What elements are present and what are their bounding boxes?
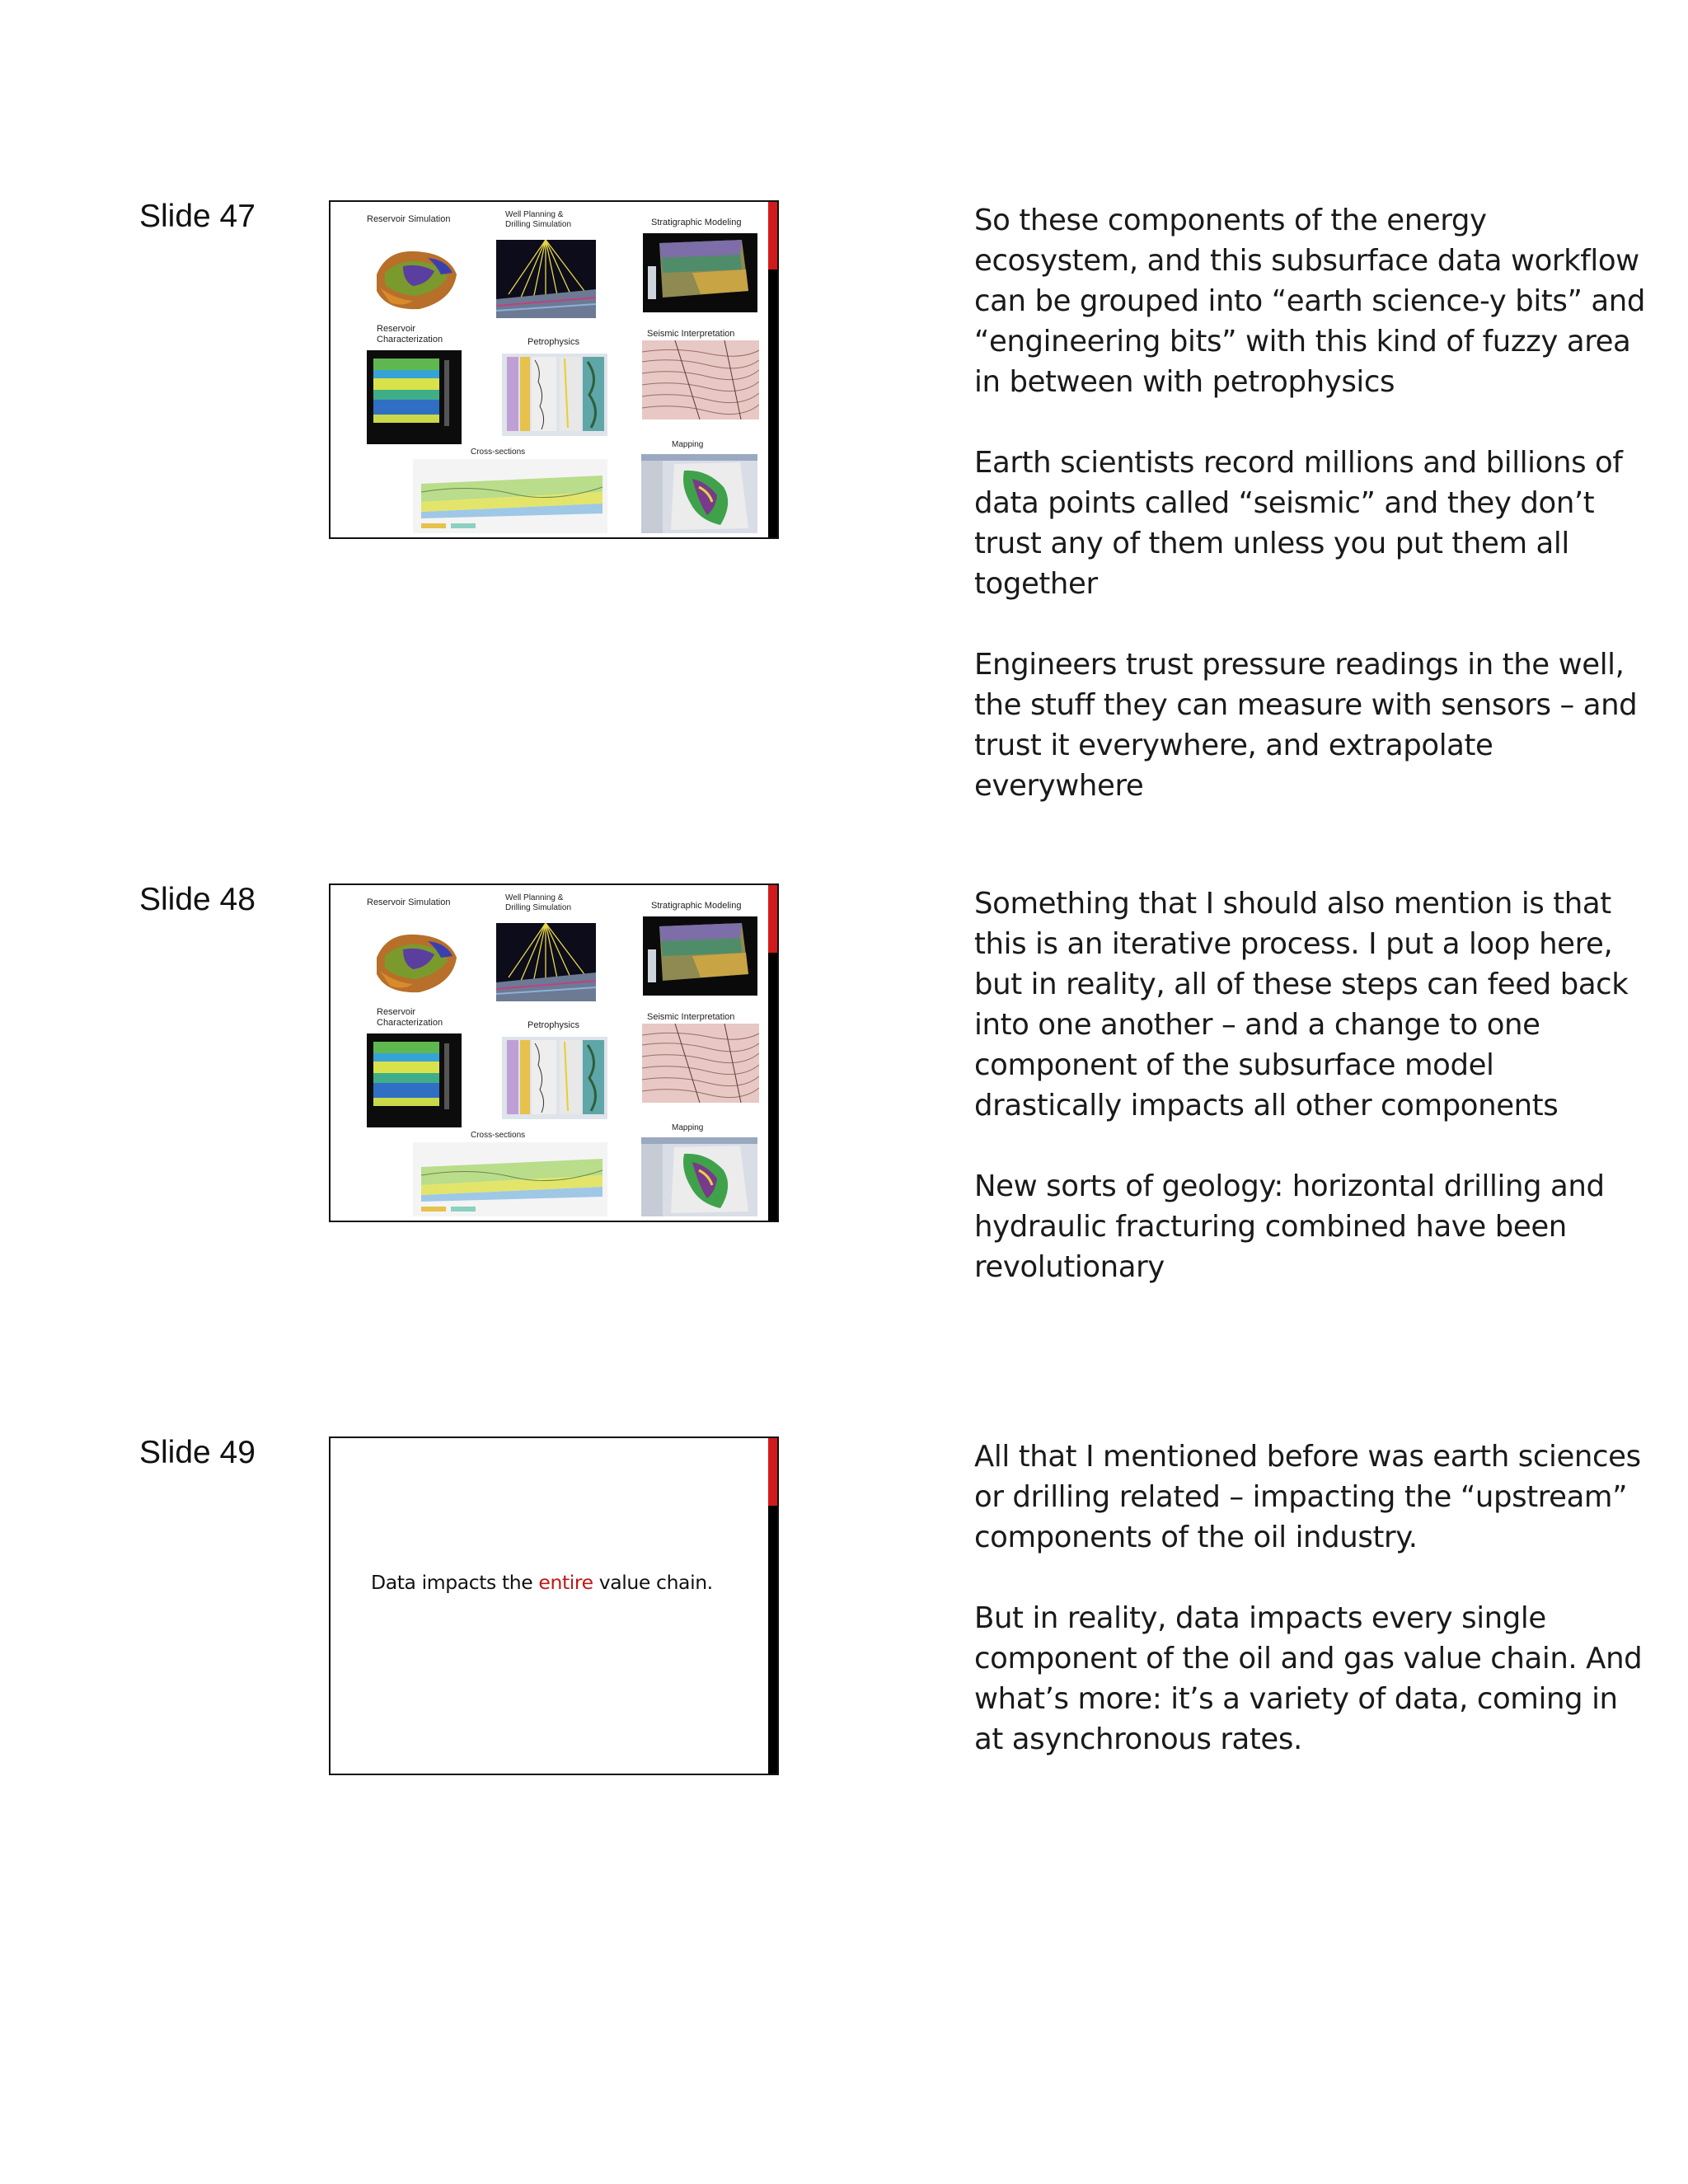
slide-side-bar-accent xyxy=(768,1438,777,1506)
stratigraphic-modeling-label: Stratigraphic Modeling xyxy=(651,901,742,911)
speaker-notes xyxy=(974,883,1650,1287)
mapping-image xyxy=(641,454,757,533)
cross-section-image xyxy=(413,1142,607,1216)
speaker-notes xyxy=(974,200,1650,806)
notes-paragraph: So these components of the energy ecosystem, and this subsurface data workflow can be grouped into “earth science-y bits” and “engineering bits” with this kind of fuzzy area in between with petrophysics xyxy=(974,204,1645,399)
slide-thumbnail[interactable] xyxy=(329,200,779,539)
stratigraphic-model-image xyxy=(643,233,757,312)
well-planning-label xyxy=(505,210,571,229)
notes-paragraph: But in reality, data impacts every single component of the oil and gas value chain. And what’s more: it’s a variety of data, coming in at asynchronous rates. xyxy=(974,1601,1643,1756)
mapping-label: Mapping xyxy=(672,440,704,449)
seismic-interpretation-image xyxy=(642,340,759,419)
characterization-line: Characterization xyxy=(377,334,443,344)
petrophysics-label: Petrophysics xyxy=(528,337,579,347)
reservoir-characterization-image xyxy=(367,1033,462,1127)
reservoir-simulation-label: Reservoir Simulation xyxy=(367,898,451,907)
well-planning-label xyxy=(505,893,571,912)
well-planning-line2: Drilling Simulation xyxy=(505,219,572,229)
characterization-line: Characterization xyxy=(377,1017,443,1028)
slide-label: Slide 48 xyxy=(139,882,256,917)
slide-48-row xyxy=(0,882,1688,1284)
well-planning-line1: Well Planning & xyxy=(505,210,564,219)
mapping-image xyxy=(641,1137,757,1216)
petrophysics-image xyxy=(502,354,607,436)
speaker-notes xyxy=(974,1436,1650,1760)
reservoir-line: Reservoir xyxy=(377,324,416,334)
reservoir-simulation-label: Reservoir Simulation xyxy=(367,214,451,224)
notes-paragraph: All that I mentioned before was earth sciences or drilling related – impacting the “upstream” components of the oil industry. xyxy=(974,1440,1641,1554)
slide-side-bar-accent xyxy=(768,202,777,269)
headline-accent-text: entire xyxy=(538,1571,593,1594)
slide-label: Slide 47 xyxy=(139,199,256,234)
reservoir-characterization-label xyxy=(377,324,443,344)
reservoir-line: Reservoir xyxy=(377,1007,416,1017)
slide-headline xyxy=(371,1571,713,1594)
slide-side-bar-accent xyxy=(768,885,777,953)
cross-sections-label: Cross-sections xyxy=(471,1131,526,1140)
headline-text-end: value chain. xyxy=(593,1571,713,1594)
seismic-interpretation-image xyxy=(642,1024,759,1103)
well-planning-line1: Well Planning & xyxy=(505,893,564,902)
slide-47-row xyxy=(0,199,1688,803)
cross-section-image xyxy=(413,459,607,533)
slide-49-row xyxy=(0,1436,1688,1783)
slide-thumbnail[interactable] xyxy=(329,1436,779,1775)
mapping-label: Mapping xyxy=(672,1123,704,1132)
slide-thumbnail[interactable] xyxy=(329,883,779,1222)
well-planning-image xyxy=(496,923,596,1001)
well-planning-line2: Drilling Simulation xyxy=(505,902,572,912)
stratigraphic-modeling-label: Stratigraphic Modeling xyxy=(651,218,742,227)
seismic-interpretation-label: Seismic Interpretation xyxy=(647,1012,735,1022)
seismic-interpretation-label: Seismic Interpretation xyxy=(647,329,735,339)
well-planning-image xyxy=(496,240,596,318)
cross-sections-label: Cross-sections xyxy=(471,448,526,457)
reservoir-characterization-image xyxy=(367,350,462,444)
reservoir-simulation-image xyxy=(370,241,461,316)
reservoir-characterization-label xyxy=(377,1007,443,1028)
notes-paragraph: Something that I should also mention is that this is an iterative process. I put a loop here, but in reality, all of these steps can feed back into one another – and a change to one component of the subsurface model drastically impacts all other components xyxy=(974,887,1629,1122)
stratigraphic-model-image xyxy=(643,916,757,996)
notes-paragraph: Engineers trust pressure readings in the well, the stuff they can measure with sensors – and trust it everywhere, and extrapolate everywhere xyxy=(974,648,1638,803)
petrophysics-image xyxy=(502,1037,607,1119)
slide-label: Slide 49 xyxy=(139,1435,256,1470)
reservoir-simulation-image xyxy=(370,925,461,999)
notes-paragraph: New sorts of geology: horizontal drilling and hydraulic fracturing combined have been revolutionary xyxy=(974,1169,1605,1284)
headline-text: Data impacts the xyxy=(371,1571,539,1594)
notes-paragraph: Earth scientists record millions and billions of data points called “seismic” and they don’t trust any of them unless you put them all together xyxy=(974,446,1623,601)
petrophysics-label: Petrophysics xyxy=(528,1020,579,1030)
